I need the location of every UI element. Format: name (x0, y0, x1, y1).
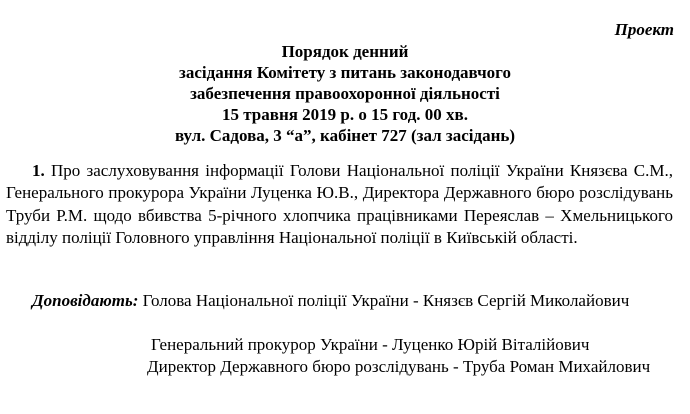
speakers-block (6, 290, 673, 312)
committee-name: забезпечення правоохоронної діяльності (190, 84, 500, 103)
speaker-3: Директор Державного бюро розслідувань - Труба Роман Михайлович (147, 357, 651, 376)
agenda-title: Порядок денний (281, 42, 409, 61)
speaker-2: Генеральний прокурор України - Луценко Юрій Віталійович (151, 335, 590, 354)
speaker-1: Голова Національної поліції України - Князєв Сергій Миколайович (142, 291, 630, 310)
draft-label: Проект (614, 20, 674, 39)
agenda-header (0, 41, 690, 146)
meeting-location: вул. Садова, 3 “а”, кабінет 727 (зал засідань) (174, 126, 516, 145)
agenda-item-text: Про заслуховування інформації Голови Національної поліції України Князєва С.М., Генерального прокурора України Луценка Ю.В., Директора Державного бюро розслідувань Труби Р.М. щодо вбивства 5-річного хлопчика працівниками Переяслав – Хмельницького відділу поліції Головного управління Національної поліції в Київській області. (6, 161, 674, 247)
speakers-label: Доповідають: (32, 291, 139, 310)
agenda-item (6, 160, 673, 249)
meeting-datetime: 15 травня 2019 р. о 15 год. 00 хв. (222, 105, 468, 124)
meeting-subtitle: засідання Комітету з питань законодавчого (179, 63, 511, 82)
agenda-item-number: 1. (32, 161, 45, 180)
